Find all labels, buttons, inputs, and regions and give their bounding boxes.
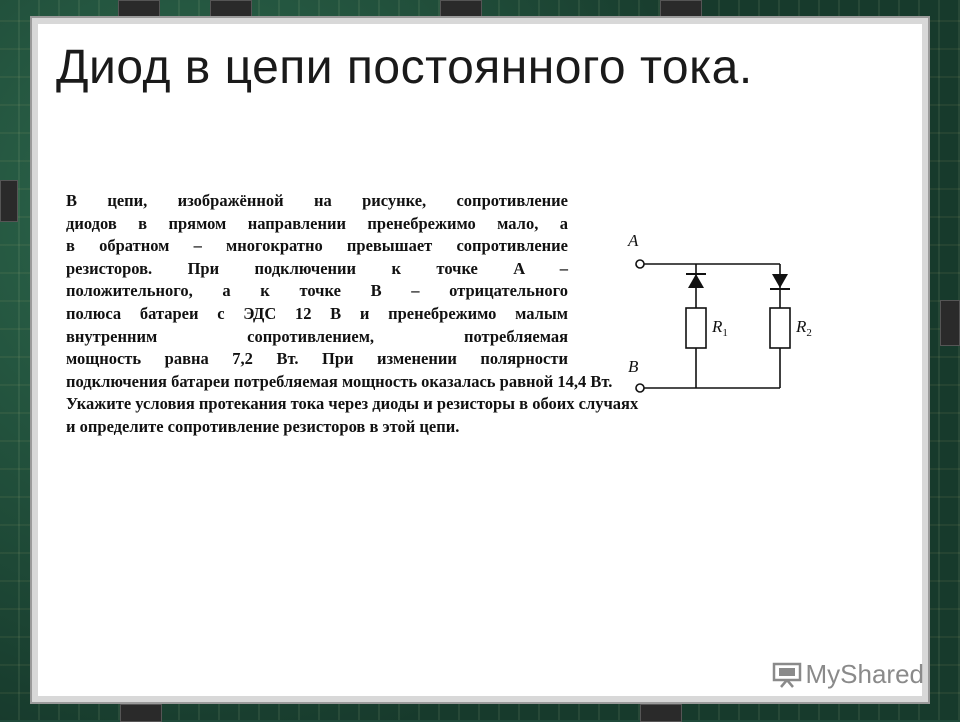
problem-line: и определите сопротивление резисторов в этой цепи. xyxy=(66,416,460,436)
resistor-r1-label: $R_1$ xyxy=(712,317,728,339)
circuit-diagram xyxy=(580,224,820,404)
background-chip xyxy=(640,704,682,722)
diode-1 xyxy=(686,274,706,288)
problem-line: В цепи, изображённой на рисунке, сопротивление xyxy=(66,191,568,210)
terminal-b xyxy=(636,384,644,392)
problem-line: положительного, а к точке B – отрицательного xyxy=(66,281,568,301)
problem-line: диодов в прямом направлении пренебрежимо мало, а xyxy=(66,213,568,233)
background-chip xyxy=(120,704,162,722)
projector-screen-icon xyxy=(772,662,802,688)
resistor-r2-label: $R_2$ xyxy=(796,317,812,339)
problem-line: мощность равна 7,2 Вт. При изменении полярности xyxy=(66,349,568,369)
watermark xyxy=(772,659,925,690)
problem-line: резисторов. При подключении к точке A – xyxy=(66,258,568,278)
resistor-r1 xyxy=(686,308,706,348)
watermark-text: MyShared xyxy=(805,659,924,689)
terminal-a-label: A xyxy=(628,231,639,250)
background-chip xyxy=(0,180,18,222)
background-chip xyxy=(440,0,482,18)
problem-line: в обратном – многократно превышает сопротивление xyxy=(66,236,568,256)
circuit-wires xyxy=(642,264,780,388)
slide-title: Диод в цепи постоянного тока. xyxy=(56,41,753,94)
diode-2 xyxy=(770,274,790,289)
problem-line: подключения батареи потребляемая мощность оказалась равной 14,4 Вт. xyxy=(66,371,613,391)
problem-line: Укажите условия протекания тока через диоды и резисторы в обоих случаях xyxy=(66,394,639,414)
background-chip xyxy=(940,300,960,346)
problem-line: полюса батареи с ЭДС 12 В и пренебрежимо малым xyxy=(66,303,568,323)
background-chip xyxy=(210,0,252,18)
problem-line: внутренним сопротивлением, потребляемая xyxy=(66,326,568,346)
background-chip xyxy=(118,0,160,18)
background-chip xyxy=(660,0,702,18)
terminal-b-label: B xyxy=(628,357,639,376)
terminal-a xyxy=(636,260,644,268)
resistor-r2 xyxy=(770,308,790,348)
